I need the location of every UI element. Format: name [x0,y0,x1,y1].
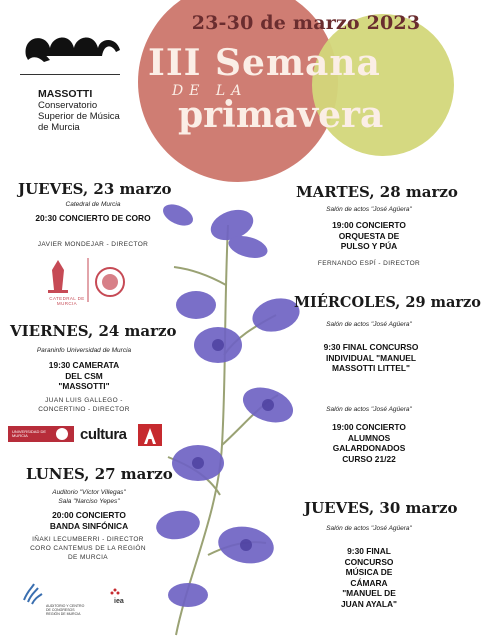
auditorio-wave-logo-icon [22,582,44,604]
event-venue-martes-28: Salón de actos "José Agüera" [326,206,412,213]
event-credit-jueves-23: JAVIER MONDEJAR - DIRECTOR [37,241,149,248]
event-venue-viernes-24: Paraninfo Universidad de Murcia [36,347,132,354]
event-venue-miercoles-29: Salón de actos "José Agüera" [326,321,412,328]
event-venue-jueves-30: Salón de actos "José Agüera" [326,525,412,532]
event-title-lunes-27: 20:00 CONCIERTO BANDA SINFÓNICA [49,510,129,531]
iea-dots-icon [110,588,120,598]
catedral-caption: CATEDRAL DE MURCIA [49,296,85,306]
event-title-jueves-30: 9:30 FINAL CONCURSO MÚSICA DE CÁMARA "MANUEL DE JUAN AYALA" [340,546,398,609]
massotti-logo-icon [20,26,124,68]
festival-title-line3: primavera [178,94,384,136]
event-venue2-miercoles-29: Salón de actos "José Agüera" [326,406,412,413]
festival-dates: 23-30 de marzo 2023 [191,12,421,34]
logo-subtitle: Conservatorio Superior de Música de Murcia [38,100,120,133]
event-venue-lunes-27: Auditorio "Víctor Villegas" Sala "Narciso Yepes" [52,489,126,505]
event-venue-jueves-23: Catedral de Murcia [65,201,121,208]
cultura-logo: cultura [80,426,127,443]
event-day-miercoles-29: MIÉRCOLES, 29 marzo [294,294,481,311]
event-credit-martes-28: FERNANDO ESPÍ - DIRECTOR [317,260,421,267]
logo-divider [20,74,120,75]
universidad-murcia-logo: UNIVERSIDAD DE MURCIA [8,426,74,442]
event-title2-miercoles-29: 19:00 CONCIERTO ALUMNOS GALARDONADOS CURSO 21/22 [332,422,406,464]
festival-title-line2: DE LA [172,83,248,99]
iea-logo: iea [114,598,124,605]
event-title-miercoles-29: 9:30 FINAL CONCURSO INDIVIDUAL "MANUEL MASSOTTI LITTEL" [323,342,419,373]
auditorio-caption: AUDITORIO Y CENTRO DE CONGRESOS REGIÓN DE MURCIA [46,604,85,616]
event-day-martes-28: MARTES, 28 marzo [296,183,458,201]
event-credit-lunes-27: IÑAKI LECUMBERRI - DIRECTOR CORO CANTEMUS DE LA REGIÓN DE MURCIA [30,536,146,561]
event-title-viernes-24: 19:30 CAMERATA DEL CSM "MASSOTTI" [48,360,120,391]
event-day-jueves-23: JUEVES, 23 marzo [18,180,172,198]
larkspur-flower-illustration [148,195,308,640]
auditorio-a-logo-icon [138,424,162,452]
event-credit-viernes-24: JUAN LUIS GALLEGO - CONCERTINO - DIRECTOR [38,397,130,413]
event-day-viernes-24: VIERNES, 24 marzo [10,322,177,340]
festival-title-line1: III Semana [148,42,381,84]
event-title-jueves-23: 20:30 CONCIERTO DE CORO [35,213,151,223]
event-day-jueves-30: JUEVES, 30 marzo [304,499,458,517]
logo-name: MASSOTTI [38,88,93,100]
event-title-martes-28: 19:00 CONCIERTO ORQUESTA DE PULSO Y PÚA [332,220,406,251]
university-seal-icon [56,428,68,440]
event-day-lunes-27: LUNES, 27 marzo [26,465,173,483]
